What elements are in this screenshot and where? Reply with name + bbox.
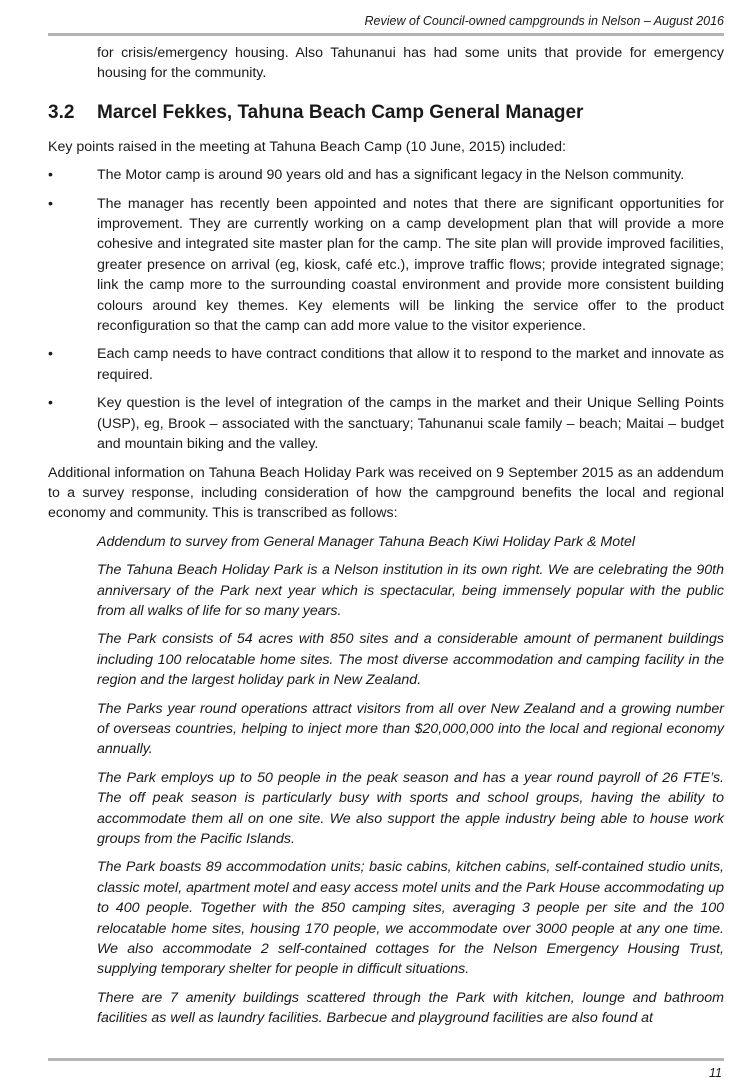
list-item [48,165,724,185]
section-title: Marcel Fekkes, Tahuna Beach Camp General Manager [97,101,584,123]
section-heading [48,101,724,125]
list-item [48,393,724,454]
addendum-quote [97,532,724,1029]
page-number: 11 [709,1066,722,1080]
quote-paragraph: The Park boasts 89 accommodation units; basic cabins, kitchen cabins, self-contained studio units, classic motel, apartment motel and easy access motel units and the Park House accommodating up to 400 people. Together with the 850 camping sites, averaging 3 people per site and the 100 relocatable home sites, housing 170 people, we accommodate over 3000 people at any one time. We also accommodate 2 self-contained cottages for the Nelson Emergency Housing Trust, supplying temporary shelter for people in difficult situations. [97,859,724,978]
bullet-list [48,165,724,454]
running-header: Review of Council-owned campgrounds in Nelson – August 2016 [364,14,724,28]
quote-paragraph: There are 7 amenity buildings scattered through the Park with kitchen, lounge and bathroom facilities as well as laundry facilities. Barbecue and playground facilities are also found at [97,989,724,1027]
additional-info-paragraph: Additional information on Tahuna Beach Holiday Park was received on 9 September 2015 as an addendum to a survey response, including consideration of how the campground benefits the local and regional economy and community. This is transcribed as follows: [48,464,724,522]
bullet-text: The manager has recently been appointed and notes that there are significant opportunities for improvement. They are currently working on a camp development plan that will provide a more cohesive and integrated site master plan for the camp. The site plan will provide improved facilities, greater presence on arrival (eg, kiosk, café etc.), improve traffic flows; provide integrated signage; link the camp more to the surrounding coastal environment and provide more consistent building colours around key themes. Key elements will be linking the service offer to the product reconfiguration so that the camp can add more value to the visitor experience. [97,195,724,335]
continued-paragraph: for crisis/emergency housing. Also Tahunanui has had some units that provide for emergency housing for the community. [97,45,724,82]
list-item [48,344,724,385]
quote-title: Addendum to survey from General Manager Tahuna Beach Kiwi Holiday Park & Motel [97,533,636,550]
quote-paragraph: The Tahuna Beach Holiday Park is a Nelson institution in its own right. We are celebrating the 90th anniversary of the Park next year which is spectacular, being immensely popular with the public from all walks of life for so many years. [97,562,724,619]
bullet-text: The Motor camp is around 90 years old and has a significant legacy in the Nelson community. [97,167,685,184]
intro-paragraph: Key points raised in the meeting at Tahuna Beach Camp (10 June, 2015) included: [48,138,566,155]
list-item [48,194,724,337]
quote-paragraph: The Parks year round operations attract visitors from all over New Zealand and a growing number of overseas countries, helping to inject more than $20,000,000 into the local and regional economy annually. [97,700,724,758]
bullet-icon: • [48,167,53,184]
bullet-icon: • [48,346,53,363]
page-body [48,43,724,1029]
bullet-text: Each camp needs to have contract conditions that allow it to respond to the market and innovate as required. [97,346,724,383]
header-divider [48,33,724,36]
quote-paragraph: The Park employs up to 50 people in the peak season and has a year round payroll of 26 FTE’s. The off peak season is particularly busy with sports and school groups, having the ability to accommodate them all on one site. We also support the apple industry being able to house work groups from the Pacific Islands. [97,769,724,847]
bullet-text: Key question is the level of integration of the camps in the market and their Unique Selling Points (USP), eg, Brook – associated with the sanctuary; Tahunanui scale family – beach; Maitai – budget and mountain biking and the valley. [97,395,724,453]
bullet-icon: • [48,195,53,212]
quote-paragraph: The Park consists of 54 acres with 850 sites and a considerable amount of permanent buildings including 100 relocatable home sites. The most diverse accommodation and camping facility in the region and the largest holiday park in New Zealand. [97,631,724,689]
section-number: 3.2 [48,101,75,123]
bullet-icon: • [48,395,53,412]
footer-divider [48,1058,724,1061]
